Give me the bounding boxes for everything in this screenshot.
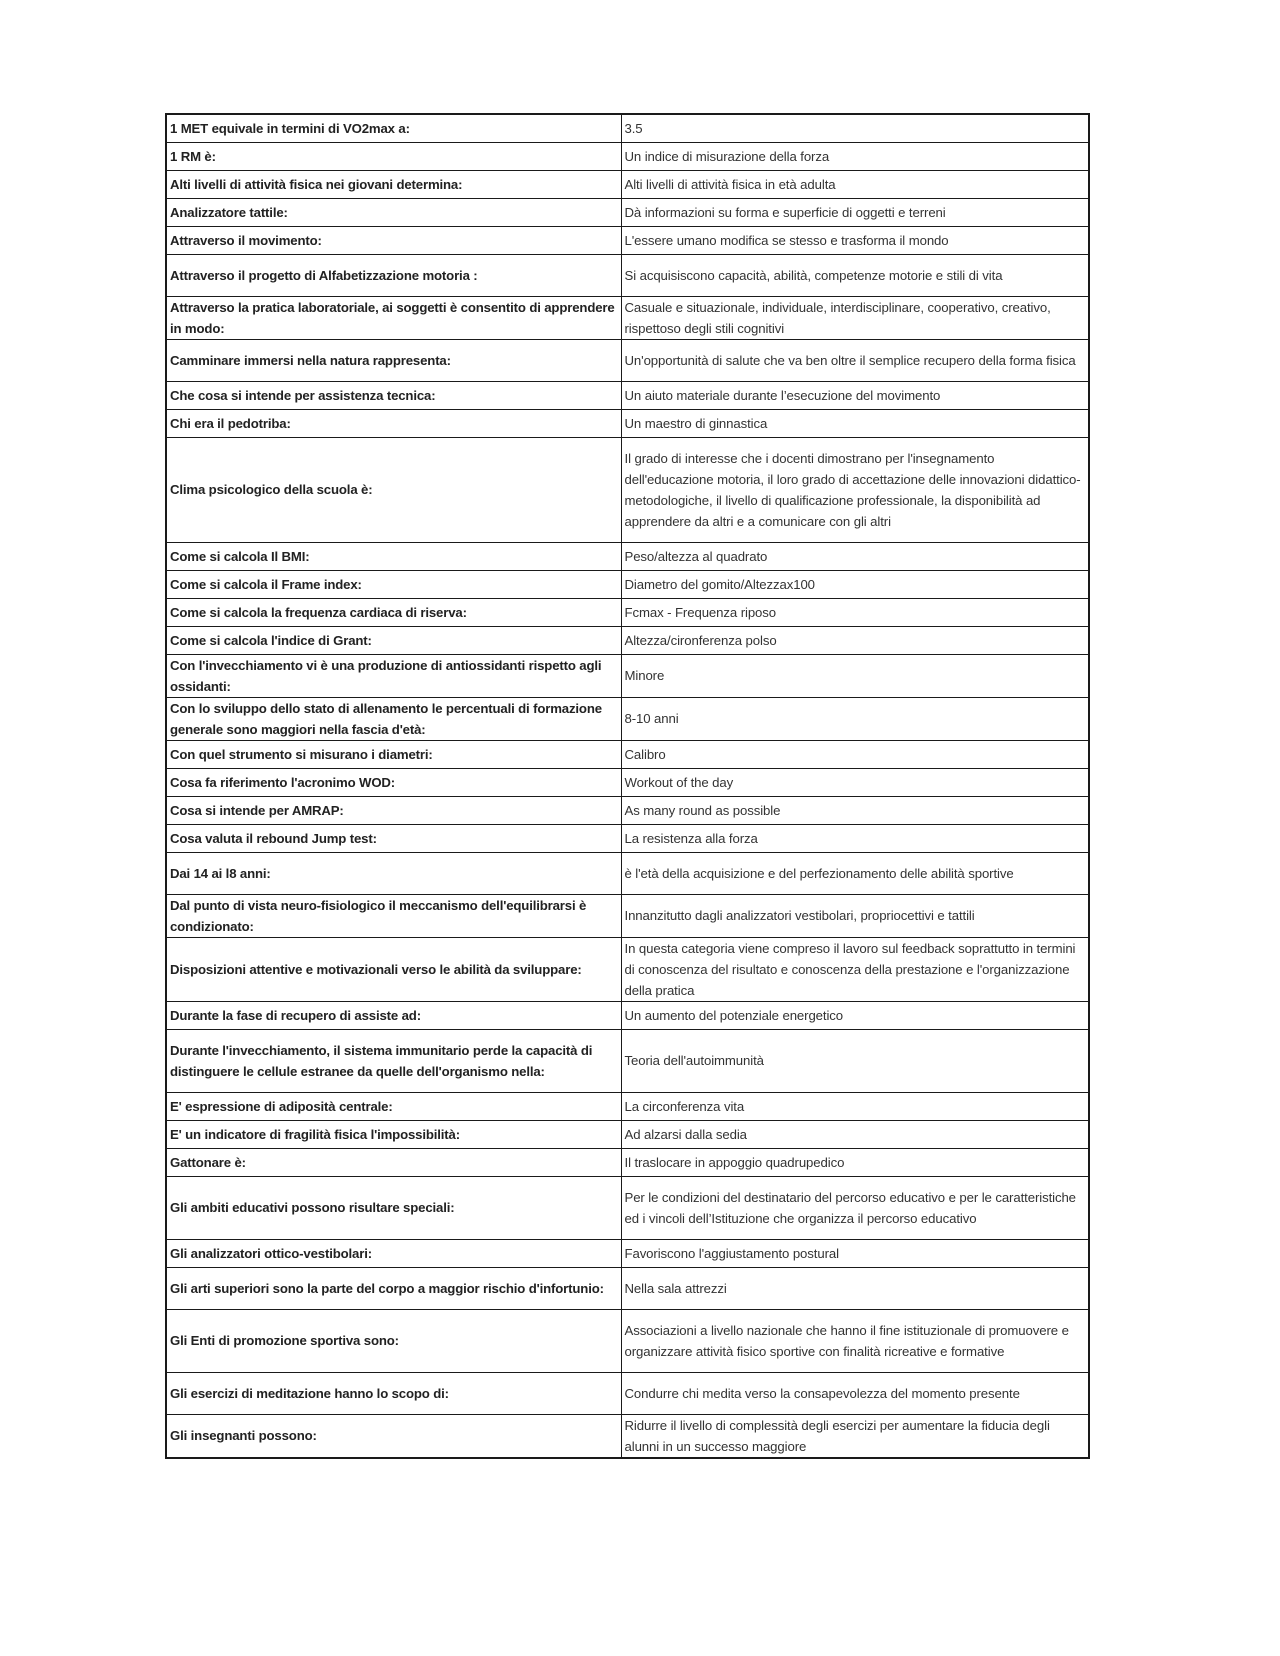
table-row xyxy=(166,1092,1089,1120)
table-row xyxy=(166,339,1089,381)
question-cell: Camminare immersi nella natura rappresenta: xyxy=(166,339,621,381)
table-row xyxy=(166,114,1089,142)
answer-cell: Workout of the day xyxy=(621,768,1089,796)
table-row xyxy=(166,626,1089,654)
answer-cell: Innanzitutto dagli analizzatori vestibolari, propriocettivi e tattili xyxy=(621,894,1089,937)
answer-cell: Nella sala attrezzi xyxy=(621,1267,1089,1309)
table-row xyxy=(166,296,1089,339)
question-cell: Dal punto di vista neuro-fisiologico il meccanismo dell'equilibrarsi è condizionato: xyxy=(166,894,621,937)
question-cell: Come si calcola la frequenza cardiaca di riserva: xyxy=(166,598,621,626)
question-cell: Cosa si intende per AMRAP: xyxy=(166,796,621,824)
question-cell: 1 MET equivale in termini di VO2max a: xyxy=(166,114,621,142)
answer-cell: Diametro del gomito/Altezzax100 xyxy=(621,570,1089,598)
answer-cell: 8-10 anni xyxy=(621,697,1089,740)
table-row xyxy=(166,937,1089,1001)
answer-cell: Un aiuto materiale durante l’esecuzione del movimento xyxy=(621,381,1089,409)
question-cell: E' espressione di adiposità centrale: xyxy=(166,1092,621,1120)
table-row xyxy=(166,768,1089,796)
answer-cell: As many round as possible xyxy=(621,796,1089,824)
table-row xyxy=(166,142,1089,170)
question-cell: Alti livelli di attività fisica nei giovani determina: xyxy=(166,170,621,198)
question-cell: Come si calcola l'indice di Grant: xyxy=(166,626,621,654)
question-cell: Dai 14 ai l8 anni: xyxy=(166,852,621,894)
question-cell: Gli arti superiori sono la parte del corpo a maggior rischio d'infortunio: xyxy=(166,1267,621,1309)
question-cell: 1 RM è: xyxy=(166,142,621,170)
question-cell: Come si calcola il Frame index: xyxy=(166,570,621,598)
answer-cell: Associazioni a livello nazionale che hanno il fine istituzionale di promuovere e organizzare attività fisico sportive con finalità ricreative e formative xyxy=(621,1309,1089,1372)
answer-cell: Ridurre il livello di complessità degli esercizi per aumentare la fiducia degli alunni in un successo maggiore xyxy=(621,1414,1089,1458)
answer-cell: Fcmax - Frequenza riposo xyxy=(621,598,1089,626)
table-row xyxy=(166,1001,1089,1029)
answer-cell: Minore xyxy=(621,654,1089,697)
question-cell: Gli analizzatori ottico-vestibolari: xyxy=(166,1239,621,1267)
question-cell: Gli insegnanti possono: xyxy=(166,1414,621,1458)
table-row xyxy=(166,1267,1089,1309)
question-cell: E' un indicatore di fragilità fisica l'impossibilità: xyxy=(166,1120,621,1148)
table-row xyxy=(166,1176,1089,1239)
table-row xyxy=(166,796,1089,824)
answer-cell: Un aumento del potenziale energetico xyxy=(621,1001,1089,1029)
question-cell: Durante l'invecchiamento, il sistema immunitario perde la capacità di distinguere le cellule estranee da quelle dell'organismo nella: xyxy=(166,1029,621,1092)
answer-cell: Il grado di interesse che i docenti dimostrano per l'insegnamento dell'educazione motoria, il loro grado di accettazione delle innovazioni didattico-metodologiche, il livello di qualificazione professionale, la disponibilità ad apprendere da altri e a comunicare con gli altri xyxy=(621,437,1089,542)
question-cell: Attraverso il movimento: xyxy=(166,226,621,254)
table-row xyxy=(166,1120,1089,1148)
answer-cell: Favoriscono l'aggiustamento postural xyxy=(621,1239,1089,1267)
table-row xyxy=(166,1029,1089,1092)
table-row xyxy=(166,1414,1089,1458)
answer-cell: In questa categoria viene compreso il lavoro sul feedback soprattutto in termini di conoscenza del risultato e conoscenza della prestazione e l'organizzazione della pratica xyxy=(621,937,1089,1001)
answer-cell: Peso/altezza al quadrato xyxy=(621,542,1089,570)
question-cell: Cosa fa riferimento l'acronimo WOD: xyxy=(166,768,621,796)
table-row xyxy=(166,170,1089,198)
answer-cell: L'essere umano modifica se stesso e trasforma il mondo xyxy=(621,226,1089,254)
answer-cell: Alti livelli di attività fisica in età adulta xyxy=(621,170,1089,198)
question-cell: Come si calcola Il BMI: xyxy=(166,542,621,570)
table-row xyxy=(166,598,1089,626)
table-row xyxy=(166,409,1089,437)
question-cell: Analizzatore tattile: xyxy=(166,198,621,226)
question-cell: Clima psicologico della scuola è: xyxy=(166,437,621,542)
answer-cell: Condurre chi medita verso la consapevolezza del momento presente xyxy=(621,1372,1089,1414)
question-cell: Gli Enti di promozione sportiva sono: xyxy=(166,1309,621,1372)
question-cell: Cosa valuta il rebound Jump test: xyxy=(166,824,621,852)
table-row xyxy=(166,654,1089,697)
question-cell: Durante la fase di recupero di assiste ad: xyxy=(166,1001,621,1029)
table-row xyxy=(166,824,1089,852)
table-row xyxy=(166,226,1089,254)
table-row xyxy=(166,894,1089,937)
answer-cell: 3.5 xyxy=(621,114,1089,142)
answer-cell: Dà informazioni su forma e superficie di oggetti e terreni xyxy=(621,198,1089,226)
quiz-table xyxy=(165,113,1090,1459)
answer-cell: Un maestro di ginnastica xyxy=(621,409,1089,437)
table-row xyxy=(166,1309,1089,1372)
answer-cell: è l'età della acquisizione e del perfezionamento delle abilità sportive xyxy=(621,852,1089,894)
answer-cell: Per le condizioni del destinatario del percorso educativo e per le caratteristiche ed i vincoli dell’Istituzione che organizza il percorso educativo xyxy=(621,1176,1089,1239)
table-row xyxy=(166,198,1089,226)
answer-cell: Il traslocare in appoggio quadrupedico xyxy=(621,1148,1089,1176)
table-row xyxy=(166,740,1089,768)
table-row xyxy=(166,697,1089,740)
question-cell: Con l'invecchiamento vi è una produzione di antiossidanti rispetto agli ossidanti: xyxy=(166,654,621,697)
answer-cell: Un indice di misurazione della forza xyxy=(621,142,1089,170)
question-cell: Disposizioni attentive e motivazionali verso le abilità da sviluppare: xyxy=(166,937,621,1001)
question-cell: Attraverso il progetto di Alfabetizzazione motoria : xyxy=(166,254,621,296)
question-cell: Che cosa si intende per assistenza tecnica: xyxy=(166,381,621,409)
table-row xyxy=(166,381,1089,409)
table-row xyxy=(166,437,1089,542)
question-cell: Chi era il pedotriba: xyxy=(166,409,621,437)
question-cell: Gli ambiti educativi possono risultare speciali: xyxy=(166,1176,621,1239)
answer-cell: Calibro xyxy=(621,740,1089,768)
answer-cell: Un'opportunità di salute che va ben oltre il semplice recupero della forma fisica xyxy=(621,339,1089,381)
quiz-table-body xyxy=(166,114,1089,1458)
question-cell: Con quel strumento si misurano i diametri: xyxy=(166,740,621,768)
table-row xyxy=(166,1239,1089,1267)
answer-cell: La resistenza alla forza xyxy=(621,824,1089,852)
question-cell: Gattonare è: xyxy=(166,1148,621,1176)
answer-cell: Casuale e situazionale, individuale, interdisciplinare, cooperativo, creativo, rispettoso degli stili cognitivi xyxy=(621,296,1089,339)
table-row xyxy=(166,1148,1089,1176)
table-row xyxy=(166,570,1089,598)
question-cell: Con lo sviluppo dello stato di allenamento le percentuali di formazione generale sono maggiori nella fascia d'età: xyxy=(166,697,621,740)
table-row xyxy=(166,1372,1089,1414)
question-cell: Attraverso la pratica laboratoriale, ai soggetti è consentito di apprendere in modo: xyxy=(166,296,621,339)
answer-cell: Altezza/cironferenza polso xyxy=(621,626,1089,654)
table-row xyxy=(166,254,1089,296)
answer-cell: Si acquisiscono capacità, abilità, competenze motorie e stili di vita xyxy=(621,254,1089,296)
answer-cell: Ad alzarsi dalla sedia xyxy=(621,1120,1089,1148)
table-row xyxy=(166,852,1089,894)
answer-cell: Teoria dell'autoimmunità xyxy=(621,1029,1089,1092)
question-cell: Gli esercizi di meditazione hanno lo scopo di: xyxy=(166,1372,621,1414)
answer-cell: La circonferenza vita xyxy=(621,1092,1089,1120)
table-row xyxy=(166,542,1089,570)
